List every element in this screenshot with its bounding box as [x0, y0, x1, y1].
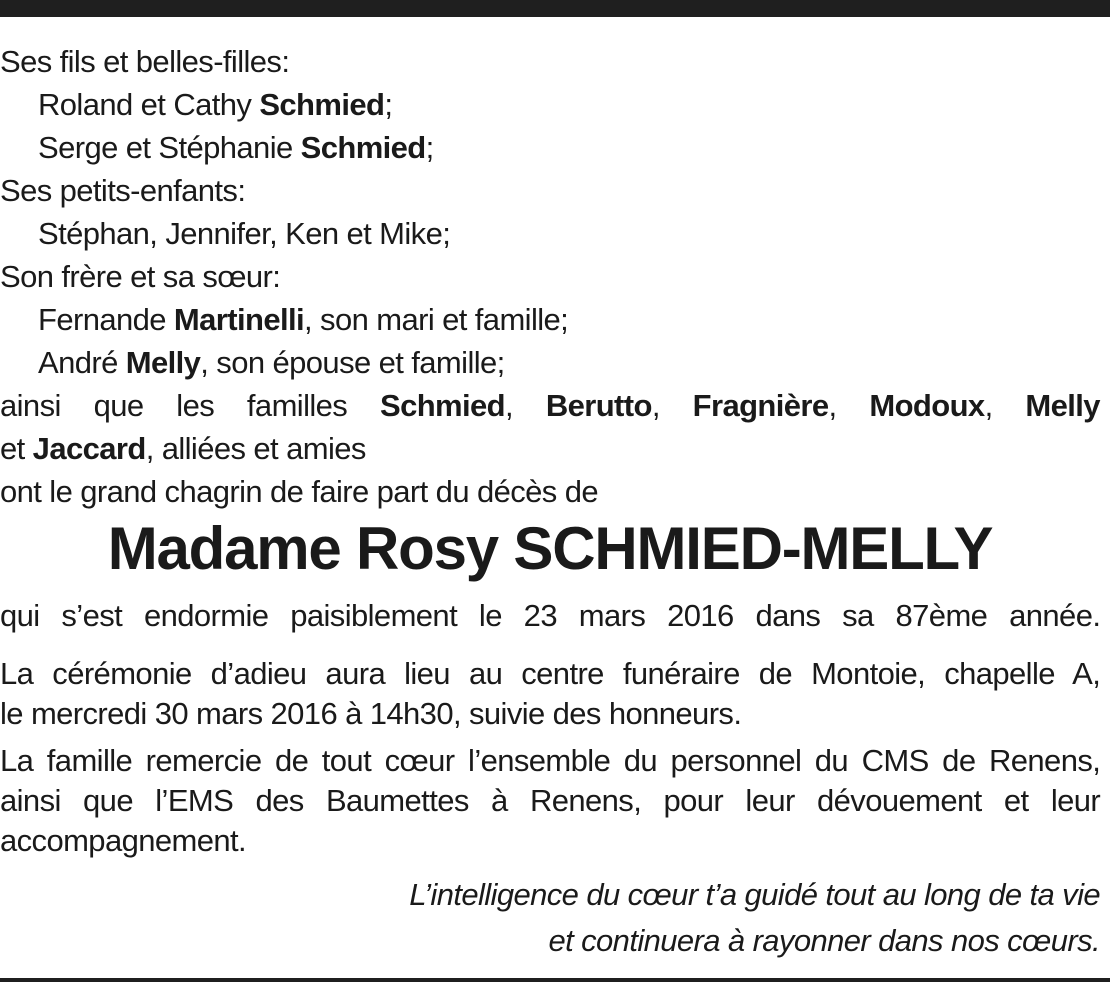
family-list: [0, 40, 1100, 513]
passing-paragraph: [0, 596, 1100, 636]
announcement-text: ont le grand chagrin de faire part du décès de: [0, 474, 598, 509]
sibling-2-first: André: [38, 345, 126, 380]
family-separator: ,: [505, 388, 514, 423]
sibling-1-end: , son mari et famille;: [304, 302, 569, 337]
sons-heading-text: Ses fils et belles-filles:: [0, 44, 290, 79]
son-2-surname: Schmied: [300, 130, 426, 165]
bottom-rule: [0, 978, 1110, 982]
son-1-end: ;: [384, 87, 393, 122]
grandchildren-line: [0, 212, 1100, 255]
family-name-item: [546, 384, 660, 427]
son-2-line: [0, 126, 1100, 169]
grandchildren-heading-text: Ses petits-enfants:: [0, 173, 246, 208]
families-line: [0, 384, 1100, 427]
family-name: Schmied: [380, 388, 506, 423]
family-separator: ,: [828, 388, 837, 423]
passing-line: qui s’est endormie paisiblement le 23 mars 2016 dans sa 87ème année.: [0, 598, 1101, 633]
family-name: Modoux: [869, 388, 985, 423]
family-name-item: [869, 384, 992, 427]
top-rule: [0, 0, 1110, 17]
family-name: Jaccard: [32, 431, 146, 466]
family-name-item: [693, 384, 837, 427]
family-name: Melly: [1025, 388, 1100, 423]
announcement-line: [0, 470, 1100, 513]
ceremony-line: La cérémonie d’adieu aura lieu au centre funéraire de Montoie, chapelle A,: [0, 656, 1101, 691]
closing-quote: [409, 872, 1100, 964]
families-word: ainsi: [0, 388, 61, 423]
son-2-end: ;: [425, 130, 434, 165]
deceased-name: Madame Rosy SCHMIED-MELLY: [107, 515, 993, 582]
family-separator: ,: [984, 388, 993, 423]
sibling-2-surname: Melly: [125, 345, 201, 380]
families-line-2: [0, 427, 1100, 470]
sibling-2-line: [0, 341, 1100, 384]
families-end: , alliées et amies: [145, 431, 366, 466]
thanks-line: accompagnement.: [0, 823, 247, 858]
thanks-line: ainsi que l’EMS des Baumettes à Renens, pour leur dévouement et leur: [0, 783, 1101, 818]
family-name: Berutto: [545, 388, 652, 423]
thanks-line: La famille remercie de tout cœur l’ensemble du personnel du CMS de Renens,: [0, 743, 1101, 778]
thanks-paragraph: [0, 741, 1100, 861]
quote-line: L’intelligence du cœur t’a guidé tout au long de ta vie: [409, 877, 1100, 912]
quote-line: et continuera à rayonner dans nos cœurs.: [548, 923, 1100, 958]
ceremony-paragraph: [0, 654, 1100, 734]
grandchildren-heading: [0, 169, 1100, 212]
son-1-surname: Schmied: [259, 87, 385, 122]
family-separator: ,: [651, 388, 660, 423]
siblings-heading-text: Son frère et sa sœur:: [0, 259, 281, 294]
sibling-1-line: [0, 298, 1100, 341]
son-1-names: Roland et Cathy: [38, 87, 260, 122]
families-et: et: [0, 431, 33, 466]
families-word: familles: [246, 388, 348, 423]
siblings-heading: [0, 255, 1100, 298]
sibling-1-first: Fernande: [38, 302, 174, 337]
sibling-1-surname: Martinelli: [173, 302, 305, 337]
grandchildren-names: Stéphan, Jennifer, Ken et Mike;: [38, 216, 451, 251]
ceremony-line: le mercredi 30 mars 2016 à 14h30, suivie des honneurs.: [0, 696, 742, 731]
son-2-names: Serge et Stéphanie: [38, 130, 301, 165]
sibling-2-end: , son épouse et famille;: [200, 345, 505, 380]
family-name-item: [380, 384, 513, 427]
families-word: les: [176, 388, 215, 423]
families-word: que: [93, 388, 144, 423]
son-1-line: [0, 83, 1100, 126]
sons-heading: [0, 40, 1100, 83]
family-name: Fragnière: [692, 388, 829, 423]
